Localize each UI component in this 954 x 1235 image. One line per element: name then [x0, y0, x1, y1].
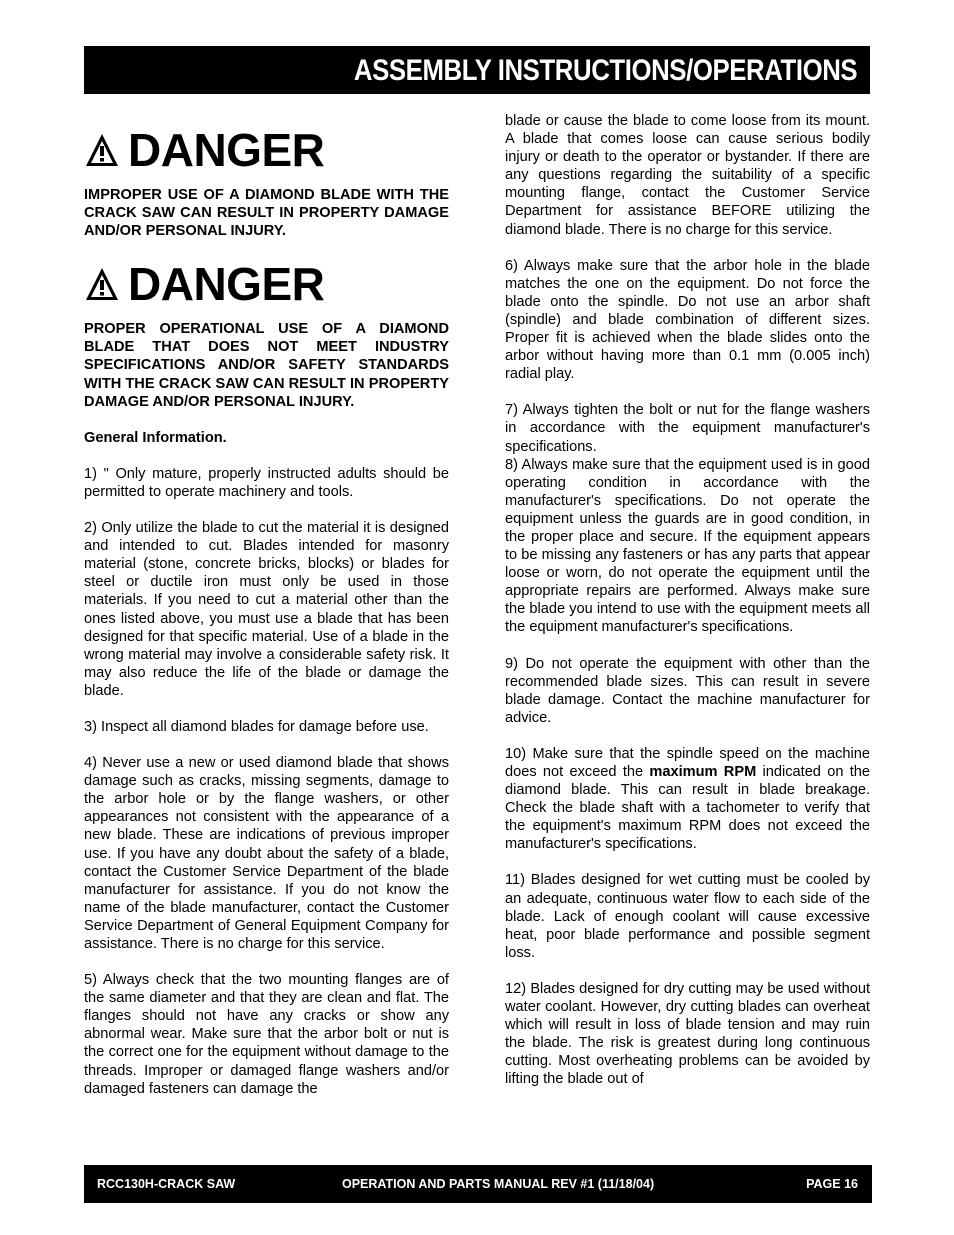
danger-word: DANGER: [128, 258, 325, 311]
right-column: [505, 112, 870, 1089]
instruction-item-1: 1) " Only mature, properly instructed adults should be permitted to operate machinery and tools.: [84, 465, 449, 500]
instruction-item-5-continued: blade or cause the blade to come loose from its mount. A blade that comes loose can cause serious bodily injury or death to the operator or bystander. If there are any questions regarding the suitability of a specific mounting flange, contact the Customer Service Department for assistance BEFORE utilizing the diamond blade. There is no charge for this service.: [505, 113, 870, 238]
max-rpm-emphasis: maximum RPM: [649, 764, 757, 780]
instruction-item-4: 4) Never use a new or used diamond blade that shows damage such as cracks, missing segments, damage to the arbor hole or by the flange washers, or other appearances not consistent with the appearance of a new blade. These are indications of previous improper use. If you have any doubt about the safety of a blade, contact the Customer Service Department of the blade manufacturer for assistance. If you do not know the name of the blade manufacturer, contact the Customer Service Department of General Equipment Company for assistance. There is no charge for this service.: [84, 755, 449, 952]
left-column: [84, 124, 449, 1098]
danger-warning-text-2: PROPER OPERATIONAL USE OF A DIAMOND BLADE THAT DOES NOT MEET INDUSTRY SPECIFICATIONS AND/OR SAFETY STANDARDS WITH THE CRACK SAW CAN RESULT IN PROPERTY DAMAGE AND/OR PERSONAL INJURY.: [84, 321, 449, 410]
general-information-heading: General Information.: [84, 429, 227, 446]
footer-model: RCC130H-CRACK SAW: [97, 1177, 236, 1191]
header-bar: [84, 46, 870, 94]
danger-warning-text-1: IMPROPER USE OF A DIAMOND BLADE WITH THE CRACK SAW CAN RESULT IN PROPERTY DAMAGE AND/OR PERSONAL INJURY.: [84, 187, 449, 240]
instruction-item-6: 6) Always make sure that the arbor hole in the blade matches the one on the equipment. Do not force the blade onto the spindle. Do not use an arbor shaft (spindle) and blade combination of different sizes. Proper fit is achieved when the blade slides onto the arbor without having more than 0.1 mm (0.005 inch) radial play.: [505, 257, 870, 383]
page-section-title: ASSEMBLY INSTRUCTIONS/OPERATIONS: [353, 54, 857, 87]
warning-triangle-icon: [84, 132, 120, 168]
footer-bar: [84, 1165, 872, 1203]
instruction-item-11: 11) Blades designed for wet cutting must be cooled by an adequate, continuous water flow to each side of the blade. Lack of enough coolant will cause excessive heat, poor blade performance and possible segment loss.: [505, 872, 870, 961]
warning-triangle-icon: [84, 266, 120, 302]
danger-heading-2: [84, 258, 449, 310]
danger-heading-1: [84, 124, 449, 176]
footer-manual-title: OPERATION AND PARTS MANUAL REV #1 (11/18/04): [342, 1177, 655, 1191]
instruction-item-2: 2) Only utilize the blade to cut the material it is designed and intended to cut. Blades intended for masonry material (stone, concrete bricks, blocks) or blades for steel or ductile iron must only be used in those materials. If you need to cut a material other than the ones listed above, you must use a blade that has been designed for that specific material. Use of a blade in the wrong material may involve a considerable safety risk. It may also reduce the life of the blade or damage the blade.: [84, 520, 449, 699]
danger-word: DANGER: [128, 124, 325, 176]
instruction-item-8: 8) Always make sure that the equipment used is in good operating condition in accordance with the manufacturer's specifications. Do not operate the equipment unless the guards are in good condition, in the proper place and secure. If the equipment appears to be missing any fasteners or has any parts that appear loose or worn, do not operate the equipment until the appropriate repairs are performed. Always make sure the blade you intend to use with the equipment meets all the equipment manufacturer's specifications.: [505, 456, 870, 636]
instruction-item-5: 5) Always check that the two mounting flanges are of the same diameter and that they are clean and flat. The flanges should not have any cracks or show any abnormal wear. Make sure that the arbor bolt or nut is the correct one for the equipment without damage to the threads. Improper or damaged flange washers and/or damaged fasteners can damage the: [84, 972, 449, 1097]
instruction-item-3: 3) Inspect all diamond blades for damage before use.: [84, 718, 429, 735]
instruction-item-9: 9) Do not operate the equipment with other than the recommended blade sizes. This can result in severe blade damage. Contact the machine manufacturer for advice.: [505, 655, 870, 726]
footer-page-number: PAGE 16: [806, 1177, 858, 1191]
instruction-item-7: 7) Always tighten the bolt or nut for the flange washers in accordance with the equipment manufacturer's specifications.: [505, 402, 870, 455]
instruction-item-12: 12) Blades designed for dry cutting may be used without water coolant. However, dry cutting blades can overheat which will result in loss of blade tension and may ruin the blade. The risk is greatest during long continuous cutting. Most overheating problems can be avoided by lifting the blade out of: [505, 980, 870, 1088]
instruction-item-10: 10) Make sure that the spindle speed on the machine does not exceed the maximum RPM indicated on the diamond blade. This can result in blade breakage. Check the blade shaft with a tachometer to verify that the equipment's maximum RPM does not exceed the manufacturer's specifications.: [505, 745, 870, 853]
